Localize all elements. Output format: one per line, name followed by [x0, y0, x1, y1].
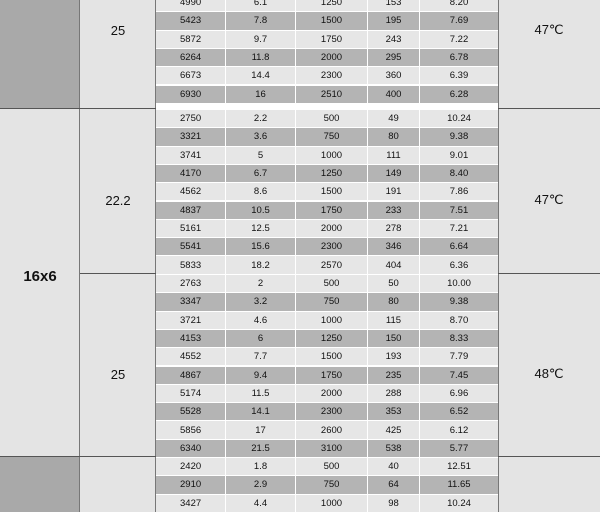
table-cell: 6: [226, 330, 296, 347]
table-cell: 9.38: [449, 296, 469, 308]
table-cell: 2: [226, 275, 296, 292]
table-cell: 5541: [156, 238, 226, 255]
table-cell: 98: [368, 495, 420, 512]
table-cell: 193: [368, 348, 420, 365]
table-row: [156, 256, 498, 273]
table-cell: 7.69: [449, 15, 469, 27]
temperature-column: [498, 0, 600, 512]
table-cell: 4867: [156, 367, 226, 384]
table-cell: 4837: [156, 202, 226, 219]
table-cell: 4170: [156, 165, 226, 182]
table-row: [156, 165, 498, 182]
table-cell: 7.45: [449, 369, 469, 381]
table-row: [156, 110, 498, 127]
table-cell: 353: [368, 403, 420, 420]
table-cell: 5856: [156, 421, 226, 438]
table-cell: 15.6: [226, 238, 296, 255]
table-row: [156, 440, 498, 457]
table-cell: 12.51: [447, 461, 471, 473]
table-cell: 2510: [296, 86, 368, 103]
temperature-label-block-3: 48℃: [534, 366, 564, 381]
table-cell: 5423: [156, 12, 226, 29]
table-cell: 2300: [296, 403, 368, 420]
table-cell: 115: [368, 312, 420, 329]
table-cell: 288: [368, 385, 420, 402]
table-cell: 6673: [156, 67, 226, 84]
table-cell: 80: [368, 128, 420, 145]
table-cell: 14.4: [226, 67, 296, 84]
table-cell: 3.2: [226, 293, 296, 310]
table-cell: 1250: [296, 165, 368, 182]
table-cell: 4562: [156, 183, 226, 200]
table-row: [156, 476, 498, 493]
table-cell: 6.28: [449, 88, 469, 100]
table-cell: 295: [368, 49, 420, 66]
table-row: [156, 385, 498, 402]
table-cell: 64: [368, 476, 420, 493]
table-cell: 1500: [296, 183, 368, 200]
table-cell: 6.1: [226, 0, 296, 11]
divider-bottom-block-right: [498, 456, 600, 457]
table-cell: 18.2: [226, 256, 296, 273]
table-cell: 1250: [296, 0, 368, 11]
table-cell: 6.96: [449, 387, 469, 399]
table-cell: 11.5: [226, 385, 296, 402]
table-cell: 278: [368, 220, 420, 237]
table-cell: 3100: [296, 440, 368, 457]
table-cell: 2763: [156, 275, 226, 292]
table-row: [156, 128, 498, 145]
table-cell: 8.20: [449, 0, 469, 9]
table-row: [156, 293, 498, 310]
table-cell: 2910: [156, 476, 226, 493]
table-cell: 346: [368, 238, 420, 255]
temperature-label-block-2: 47℃: [534, 192, 564, 207]
table-cell: 5161: [156, 220, 226, 237]
table-cell: 191: [368, 183, 420, 200]
table-cell: 9.38: [449, 131, 469, 143]
table-cell: 2000: [296, 385, 368, 402]
table-cell: 6.7: [226, 165, 296, 182]
table-cell: 1250: [296, 330, 368, 347]
table-cell: 195: [368, 12, 420, 29]
pitch-label-block-1: 25: [110, 22, 126, 38]
table-cell: 500: [296, 275, 368, 292]
table-cell: 153: [368, 0, 420, 11]
divider-bottom-block: [0, 456, 156, 457]
table-cell: 400: [368, 86, 420, 103]
table-cell: 750: [296, 293, 368, 310]
table-cell: 750: [296, 128, 368, 145]
table-row: [156, 275, 498, 292]
table-cell: 111: [368, 147, 420, 164]
table-cell: 3741: [156, 147, 226, 164]
divider-pitch-block: [80, 273, 156, 274]
pitch-label-block-3: 25: [110, 366, 126, 382]
table-cell: 9.01: [449, 149, 469, 161]
table-cell: 7.7: [226, 348, 296, 365]
table-cell: 17: [226, 421, 296, 438]
table-cell: 16: [226, 86, 296, 103]
table-cell: 2300: [296, 238, 368, 255]
table-cell: 425: [368, 421, 420, 438]
divider-top-block-right: [498, 108, 600, 109]
table-cell: 2420: [156, 458, 226, 475]
table-cell: 10.24: [447, 113, 471, 125]
table-cell: 5833: [156, 256, 226, 273]
table-cell: 4.6: [226, 312, 296, 329]
divider-pitch-block-right: [498, 273, 600, 274]
table-cell: 1000: [296, 312, 368, 329]
table-cell: 6.52: [449, 406, 469, 418]
table-row: [156, 31, 498, 48]
table-cell: 2.2: [226, 110, 296, 127]
table-cell: 5872: [156, 31, 226, 48]
table-cell: 2750: [156, 110, 226, 127]
table-row: [156, 367, 498, 384]
table-cell: 2300: [296, 67, 368, 84]
table-cell: 80: [368, 293, 420, 310]
table-cell: 8.6: [226, 183, 296, 200]
table-cell: 2.9: [226, 476, 296, 493]
table-cell: 4552: [156, 348, 226, 365]
table-row: [156, 312, 498, 329]
table-cell: 538: [368, 440, 420, 457]
table-cell: 5: [226, 147, 296, 164]
table-row: [156, 458, 498, 475]
table-cell: 6.78: [449, 52, 469, 64]
table-cell: 3.6: [226, 128, 296, 145]
table-cell: 7.22: [449, 33, 469, 45]
table-cell: 50: [368, 275, 420, 292]
table-cell: 750: [296, 476, 368, 493]
pitch-label-block-2: 22.2: [105, 192, 131, 208]
table-cell: 149: [368, 165, 420, 182]
table-row: [156, 183, 498, 200]
table-cell: 6.64: [449, 241, 469, 253]
table-cell: 12.5: [226, 220, 296, 237]
table-row: [156, 495, 498, 512]
table-cell: 4153: [156, 330, 226, 347]
table-cell: 1750: [296, 31, 368, 48]
table-cell: 9.4: [226, 367, 296, 384]
table-cell: 150: [368, 330, 420, 347]
table-cell: 1.8: [226, 458, 296, 475]
table-cell: 8.70: [449, 314, 469, 326]
table-cell: 1750: [296, 367, 368, 384]
table-row: [156, 67, 498, 84]
table-cell: 10.5: [226, 202, 296, 219]
table-cell: 7.21: [449, 222, 469, 234]
pitch-column: [80, 0, 156, 512]
table-row: [156, 147, 498, 164]
table-cell: 5528: [156, 403, 226, 420]
table-row: [156, 0, 498, 11]
table-cell: 3721: [156, 312, 226, 329]
table-cell: 21.5: [226, 440, 296, 457]
table-cell: 7.51: [449, 204, 469, 216]
table-cell: 6340: [156, 440, 226, 457]
table-cell: 7.79: [449, 351, 469, 363]
table-cell: 6264: [156, 49, 226, 66]
model-label: 16x6: [23, 267, 57, 285]
table-row: [156, 421, 498, 438]
table-cell: 500: [296, 458, 368, 475]
table-cell: 3347: [156, 293, 226, 310]
table-cell: 1500: [296, 12, 368, 29]
table-cell: 233: [368, 202, 420, 219]
table-cell: 6.39: [449, 70, 469, 82]
table-row: [156, 86, 498, 103]
table-cell: 4990: [156, 0, 226, 11]
table-row: [156, 348, 498, 365]
table-cell: 8.33: [449, 333, 469, 345]
table-row: [156, 202, 498, 219]
table-cell: 1000: [296, 495, 368, 512]
table-cell: 2600: [296, 421, 368, 438]
table-cell: 243: [368, 31, 420, 48]
table-cell: 49: [368, 110, 420, 127]
table-cell: 6930: [156, 86, 226, 103]
table-cell: 6.12: [449, 424, 469, 436]
temperature-label-block-1: 47℃: [534, 22, 564, 37]
table-row: [156, 330, 498, 347]
table-cell: 9.7: [226, 31, 296, 48]
table-cell: 500: [296, 110, 368, 127]
table-cell: 14.1: [226, 403, 296, 420]
table-cell: 7.86: [449, 186, 469, 198]
table-cell: 3321: [156, 128, 226, 145]
table-cell: 11.8: [226, 49, 296, 66]
table-cell: 6.36: [449, 259, 469, 271]
table-cell: 404: [368, 256, 420, 273]
table-cell: 5.77: [449, 442, 469, 454]
table-cell: 5174: [156, 385, 226, 402]
table-cell: 8.40: [449, 168, 469, 180]
table-cell: 2000: [296, 220, 368, 237]
table-cell: 1000: [296, 147, 368, 164]
table-cell: 3427: [156, 495, 226, 512]
table-row: [156, 238, 498, 255]
table-row: [156, 49, 498, 66]
table-row: [156, 12, 498, 29]
table-cell: 7.8: [226, 12, 296, 29]
table-cell: 2000: [296, 49, 368, 66]
table-cell: 4.4: [226, 495, 296, 512]
table-cell: 10.24: [447, 497, 471, 509]
table-cell: 235: [368, 367, 420, 384]
table-cell: 40: [368, 458, 420, 475]
table-cell: 360: [368, 67, 420, 84]
table-row: [156, 403, 498, 420]
table-row: [156, 220, 498, 237]
table-cell: 10.00: [447, 278, 471, 290]
table-cell: 1500: [296, 348, 368, 365]
divider-top-block: [0, 108, 156, 109]
table-cell: 2570: [296, 256, 368, 273]
table-cell: 1750: [296, 202, 368, 219]
table-cell: 11.65: [447, 479, 471, 491]
